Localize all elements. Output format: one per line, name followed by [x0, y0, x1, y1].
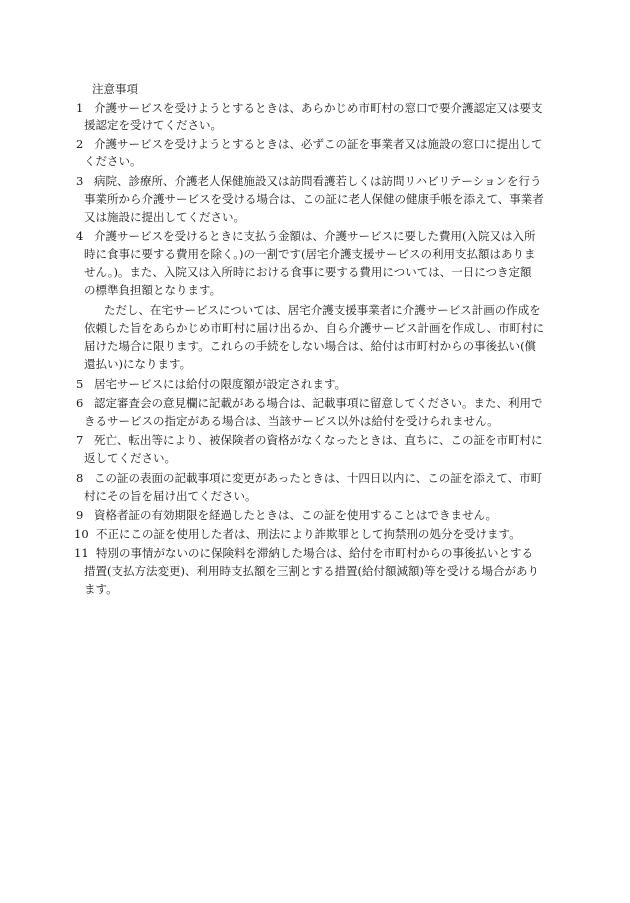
item-text-line: 病院、診療所、介護老人保健施設又は訪問看護若しくは訪問リハビリテーションを行う	[94, 174, 542, 188]
item-number: 8	[76, 471, 84, 485]
item-text-line: 還払い)になります。	[84, 357, 192, 371]
item-text-line: 返してください。	[84, 451, 176, 465]
item-number: 2	[76, 137, 84, 151]
item-number: 5	[76, 377, 84, 391]
item-text-line: 介護サービスを受けるときに支払う金額は、介護サービスに要した費用(入院又は入所	[94, 229, 536, 243]
item-number: 10	[74, 527, 89, 541]
item-text-line: 届けた場合に限ります。これらの手続をしない場合は、給付は市町村からの事後払い(償	[84, 339, 537, 353]
item-number: 1	[76, 101, 84, 115]
item-text-line: 事業所から介護サービスを受ける場合は、この証に老人保健の健康手帳を添えて、事業者	[84, 192, 544, 206]
item-text-line: この証の表面の記載事項に変更があったときは、十四日以内に、この証を添えて、市町	[94, 471, 543, 485]
item-text-line: 村にその旨を届け出てください。	[84, 489, 257, 503]
item-text-line: の標準負担額となります。	[84, 283, 222, 297]
item-text-line: ます。	[84, 582, 118, 596]
item-number: 11	[74, 546, 89, 560]
item-text-line: せん。)。また、入院又は入所時における食事に要する費用については、一日につき定額	[84, 265, 532, 279]
item-text-line: 措置(支払方法変更)、利用時支払額を三割とする措置(給付額減額)等を受ける場合があり	[84, 564, 539, 578]
item-text-line: 認定審査会の意見欄に記載がある場合は、記載事項に留意してください。また、利用で	[94, 396, 543, 410]
item-number: 4	[76, 229, 84, 243]
item-text-line: 死亡、転出等により、被保険者の資格がなくなったときは、直ちに、この証を市町村に	[94, 433, 543, 447]
item-text-line: 依頼した旨をあらかじめ市町村に届け出るか、自ら介護サービス計画を作成し、市町村に	[84, 321, 544, 335]
item-text-line: 時に食事に要する費用を除く。)の一割です(居宅介護支援サービスの利用支払額はありま	[84, 247, 536, 261]
item-number: 6	[76, 396, 84, 410]
item-number: 9	[76, 508, 84, 522]
item-text-line: きるサービスの指定がある場合は、当該サービス以外は給付を受けられません。	[84, 414, 499, 428]
item-number: 3	[76, 174, 84, 188]
item-text-line: 資格者証の有効期限を経過したときは、この証を使用することはできません。	[94, 508, 498, 522]
item-text-line: 不正にこの証を使用した者は、刑法により詐欺罪として拘禁刑の処分を受けます。	[96, 527, 521, 541]
item-text-line: 特別の事情がないのに保険料を滞納した場合は、給付を市町村からの事後払いとする	[96, 546, 533, 560]
item-number: 7	[76, 433, 84, 447]
item-text-line: ください。	[84, 154, 142, 168]
item-text-line: ただし、在宅サービスについては、居宅介護支援事業者に介護サービス計画の作成を	[104, 303, 541, 317]
item-text-line: 介護サービスを受けようとするときは、あらかじめ市町村の窓口で要介護認定又は要支	[94, 101, 543, 115]
item-text-line: 援認定を受けてください。	[84, 118, 222, 132]
item-text-line: 又は施設に提出してください。	[84, 210, 245, 224]
item-text-line: 介護サービスを受けようとするときは、必ずこの証を事業者又は施設の窓口に提出して	[94, 137, 543, 151]
item-text-line: 居宅サービスには給付の限度額が設定されます。	[94, 377, 347, 391]
notes-heading: 注意事項	[92, 82, 138, 96]
